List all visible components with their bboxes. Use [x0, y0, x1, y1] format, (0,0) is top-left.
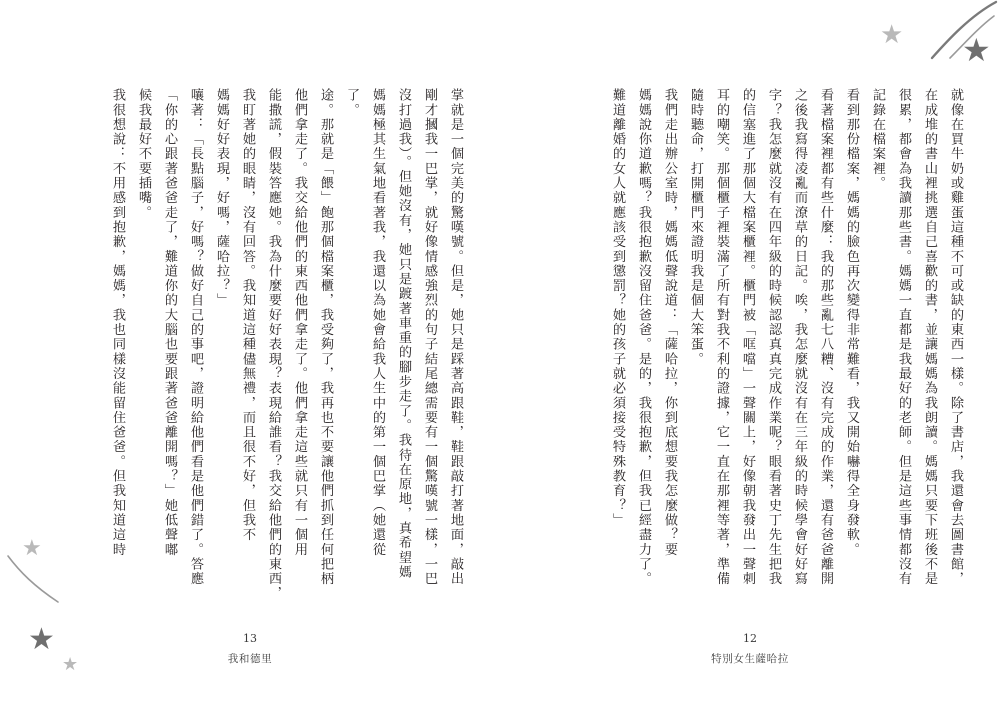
text-column: 媽媽好好表現，好嗎，薩哈拉？」 [214, 88, 229, 308]
text-column: 剛才摑我一巴掌，就好像情感強烈的句子結尾總需要有一個驚嘆號一樣，一巴 [422, 88, 437, 587]
text-column: 媽媽極其生氣地看著我，我還以為她會給我人生中的第一個巴掌（她還從 [370, 88, 385, 557]
right-page-text-body [538, 88, 962, 614]
text-column: 字？我怎麼就沒有在四年級的時候認認真真完成作業呢？眼看著史丁先生把我 [766, 88, 781, 587]
text-column: 我盯著她的眼睛，沒有回答。我知道這種儘無禮，而且很不好，但我不 [240, 88, 255, 543]
star-glyph: ★ [962, 31, 991, 69]
text-column: 途。那就是「餵」飽那個檔案櫃，我受夠了，我再也不要讓他們抓到任何把柄 [318, 88, 333, 587]
text-column: 能撒謊，假裝答應她。我為什麼要好好表現？表現給誰看？我交給他們的東西， [266, 88, 281, 601]
text-column: 他們拿走了。我交給他們的東西他們拿走了。他們拿走這些就只有一個用 [292, 88, 307, 557]
star-glyph: ★ [62, 654, 79, 675]
page-number: 12 [743, 632, 757, 646]
left-page-footer [0, 629, 500, 670]
text-column: 了。 [344, 88, 359, 118]
text-column: 掌就是一個完美的驚嘆號。但是，她只是踩著高跟鞋，鞋跟敲打著地面，敲出 [448, 88, 463, 587]
star-glyph: ★ [880, 20, 904, 50]
text-column: 嚷著：「長點腦子，好嗎？做好自己的事吧，證明給他們看是他們錯了。答應 [188, 88, 203, 587]
text-column: 記錄在檔案裡。 [870, 88, 885, 191]
right-page [500, 0, 1000, 706]
text-column: 耳的嘲笑。那個櫃子裡裝滿了所有對我不利的證據，它一直在那裡等著，準備 [714, 88, 729, 587]
text-column: 就像在買牛奶或雞蛋這種不可或缺的東西一樣。除了書店，我還會去圖書館， [948, 88, 963, 587]
running-title: 我和德里 [227, 653, 273, 666]
text-column: 看著檔案裡都有些什麼：我的那些亂七八糟、沒有完成的作業，還有爸爸離開 [818, 88, 833, 587]
text-column: 在成堆的書山裡挑選自己喜歡的書，並讓媽媽為我朗讀。媽媽只要下班後不是 [922, 88, 937, 587]
right-page-footer [500, 629, 1000, 670]
text-column: 難道離婚的女人就應該受到懲罰？她的孩子就必須接受特殊教育？」 [610, 88, 625, 528]
text-column: 很累，都會為我讀那些書。媽媽一直都是我最好的老師。但是這些事情都沒有 [896, 88, 911, 587]
text-column: 媽媽說你道歉嗎？我很抱歉沒留住爸爸。是的，我很抱歉，但我已經盡力了。 [636, 88, 651, 587]
text-column: 的信塞進了那個大檔案櫃裡。櫃門被「哐噹」一聲關上，好像朝我發出一聲刺 [740, 88, 755, 587]
left-page-text-body [38, 88, 462, 614]
text-column: 看到那份檔案，媽媽的臉色再次變得非常難看，我又開始嚇得全身發軟。 [844, 88, 859, 557]
text-column: 我很想說：不用感到抱歉，媽媽，我也同樣沒能留住爸爸。但我知道這時 [110, 88, 125, 557]
star-glyph: ★ [28, 622, 55, 657]
page-number: 13 [243, 632, 257, 646]
text-column: 之後我寫得凌亂而潦草的日記。唉，我怎麼就沒有在三年級的時候學會好好寫 [792, 88, 807, 587]
text-column: 沒打過我）。但她沒有，她只是踱著車重的腳步走了。我待在原地，真希望媽 [396, 88, 411, 580]
text-column: 我們走出辦公室時，媽媽低聲說道：「薩哈拉，你到底想要我怎麼做？要 [662, 88, 677, 557]
text-column: 隨時聽命，打開櫃門來證明我是個大笨蛋。 [688, 88, 703, 367]
text-column: 候我最好不要插嘴。 [136, 88, 151, 220]
text-column: 「你的心跟著爸爸走了，難道你的大腦也要跟著爸爸離開嗎？」她低聲嘟 [162, 88, 177, 557]
running-title: 特別女生薩哈拉 [711, 653, 789, 666]
star-glyph: ★ [22, 536, 42, 561]
